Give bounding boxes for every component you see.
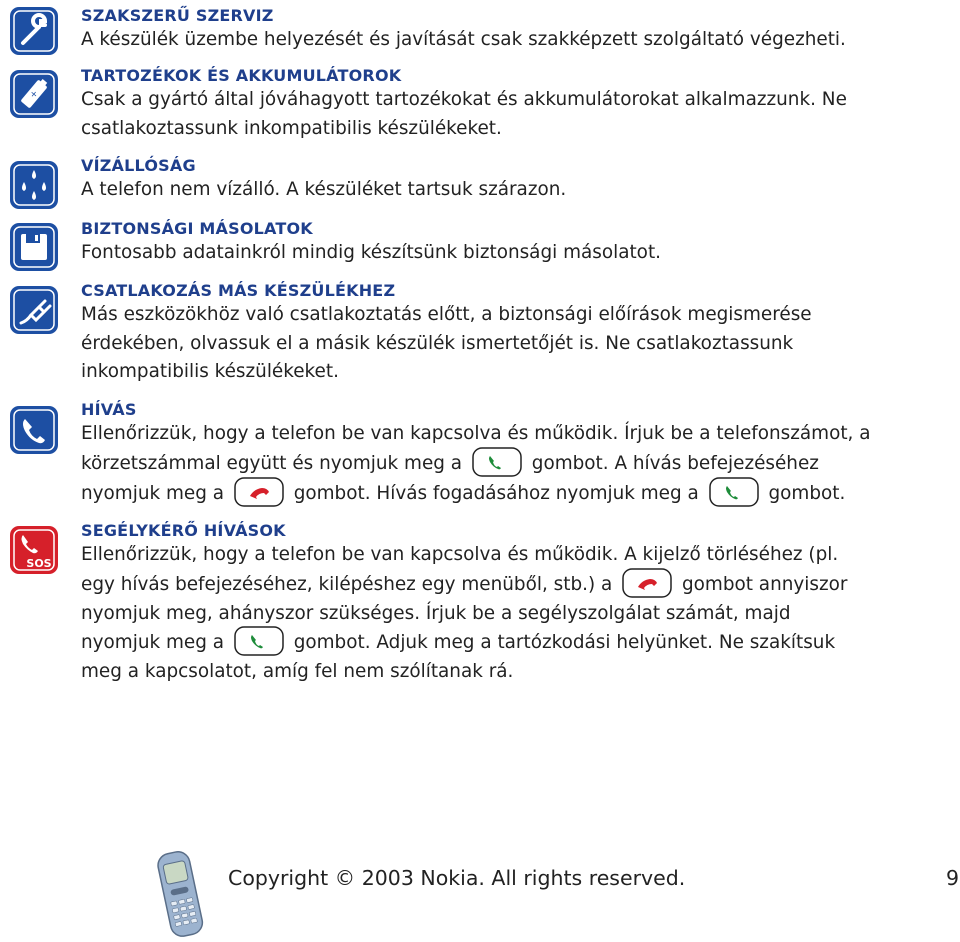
section-text: körzetszámmal együtt és nyomjuk meg a gombot. A hívás befejezéséhez [81,449,951,479]
section-title: SEGÉLYKÉRŐ HÍVÁSOK [81,521,286,540]
water-drops-icon [9,160,59,210]
section-text: Csak a gyártó által jóváhagyott tartozékokat és akkumulátorokat alkalmazzunk. Ne [81,89,847,110]
section-text: nyomjuk meg a gombot. Hívás fogadásához nyomjuk meg a gombot. [81,479,951,509]
section-text: csatlakoztassunk inkompatibilis készülékeket. [81,117,502,139]
section-title: BIZTONSÁGI MÁSOLATOK [81,219,313,238]
section-text: Ellenőrizzük, hogy a telefon be van kapcsolva és működik. A kijelző törléséhez (pl. [81,544,839,565]
handset-icon [9,405,59,455]
section-backups [81,219,951,268]
section-text: meg a kapcsolatot, amíg fel nem szólítanak rá. [81,661,514,682]
section-service [81,6,951,55]
section-text: érdekében, olvassuk el a másik készülék ismertetőjét is. Ne csatlakoztassunk [81,332,794,354]
sos-icon [9,525,59,575]
section-text: nyomjuk meg a gombot. Adjuk meg a tartózkodási helyünket. Ne szakítsuk [81,628,951,658]
call-key-icon [709,477,759,507]
section-calling [81,400,951,509]
section-title: HÍVÁS [81,400,137,419]
section-connecting [81,281,951,387]
section-text: Fontosabb adatainkról mindig készítsünk biztonsági másolatot. [81,242,661,263]
section-title: CSATLAKOZÁS MÁS KÉSZÜLÉKHEZ [81,281,396,300]
call-key-icon [234,626,284,656]
section-title: VÍZÁLLÓSÁG [81,156,196,175]
section-text: A készülék üzembe helyezését és javítását csak szakképzett szolgáltató végezheti. [81,29,846,50]
section-text: egy hívás befejezéséhez, kilépéshez egy menüből, stb.) a gombot annyiszor [81,570,951,600]
section-text: Más eszközökhöz való csatlakoztatás előtt, a biztonsági előírások megismerése [81,304,812,325]
end-key-icon [622,568,672,598]
phone-illustration [150,848,210,938]
section-emergency [81,521,951,687]
section-text: A telefon nem vízálló. A készüléket tartsuk szárazon. [81,179,567,200]
section-text: Ellenőrizzük, hogy a telefon be van kapcsolva és működik. Írjuk be a telefonszámot, a [81,423,871,444]
page-number: 9 [946,866,960,890]
section-title: SZAKSZERŰ SZERVIZ [81,6,274,25]
copyright-text: Copyright © 2003 Nokia. All rights reserved. [228,866,686,890]
call-key-icon [472,447,522,477]
section-text: nyomjuk meg, ahányszor szükséges. Írjuk be a segélyszolgálat számát, majd [81,602,791,624]
section-accessories [81,66,951,143]
svg-text:+: + [27,88,40,102]
battery-icon [9,69,59,119]
section-text: inkompatibilis készülékeket. [81,361,339,382]
plug-icon [9,285,59,335]
section-water [81,156,951,205]
svg-text:SOS: SOS [26,557,52,570]
wrench-icon [9,6,59,56]
section-title: TARTOZÉKOK ÉS AKKUMULÁTOROK [81,66,402,85]
end-key-icon [234,477,284,507]
floppy-disk-icon [9,222,59,272]
